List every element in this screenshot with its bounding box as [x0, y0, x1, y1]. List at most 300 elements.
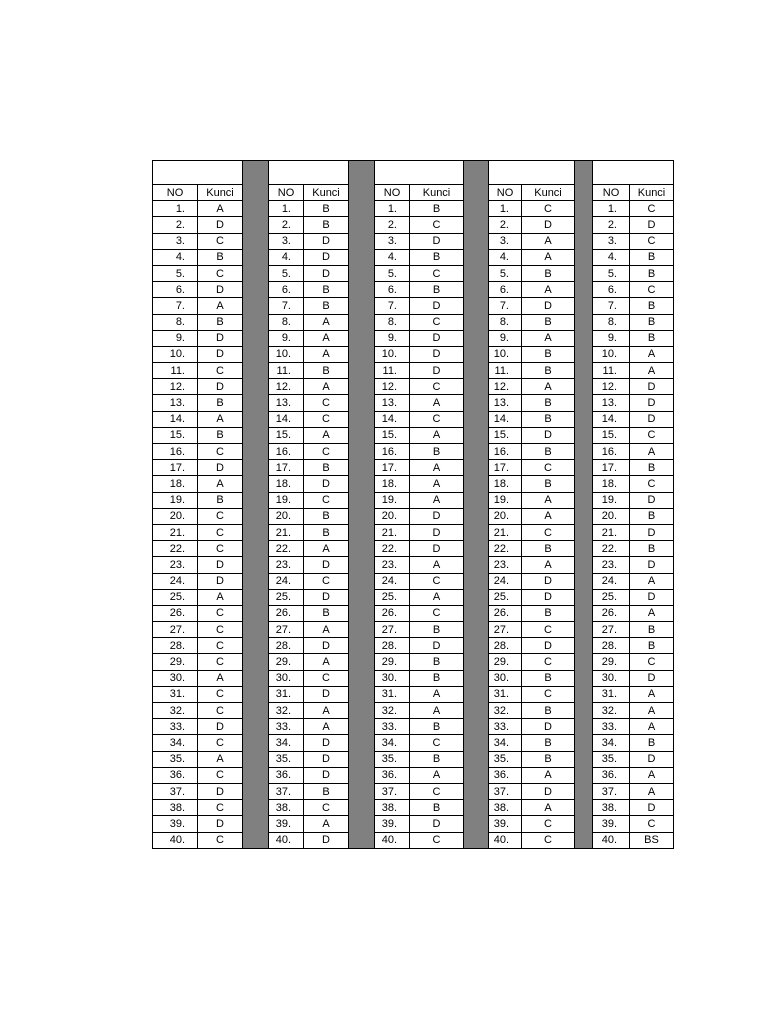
- answer-key: D: [198, 217, 243, 233]
- question-number: 40.: [269, 832, 304, 848]
- question-number: 6.: [593, 282, 630, 298]
- question-number: 23.: [269, 557, 304, 573]
- answer-key: C: [630, 282, 674, 298]
- column-separator: [575, 314, 593, 330]
- answer-key: A: [522, 282, 575, 298]
- answer-key: D: [522, 638, 575, 654]
- question-number: 4.: [593, 249, 630, 265]
- column-separator: [464, 816, 489, 832]
- answer-key: C: [410, 605, 464, 621]
- question-number: 34.: [375, 735, 410, 751]
- question-number: 31.: [153, 686, 198, 702]
- column-separator: [243, 363, 269, 379]
- question-number: 40.: [593, 832, 630, 848]
- question-number: 38.: [375, 800, 410, 816]
- column-separator: [349, 185, 375, 201]
- question-number: 39.: [153, 816, 198, 832]
- answer-key: A: [304, 427, 349, 443]
- question-number: 7.: [593, 298, 630, 314]
- question-number: 31.: [593, 686, 630, 702]
- answer-key: B: [522, 411, 575, 427]
- answer-key: C: [304, 411, 349, 427]
- question-number: 35.: [375, 751, 410, 767]
- answer-key: D: [630, 379, 674, 395]
- column-separator: [349, 735, 375, 751]
- question-number: 1.: [593, 201, 630, 217]
- question-number: 27.: [375, 622, 410, 638]
- table-row: [153, 233, 674, 249]
- answer-key: C: [198, 686, 243, 702]
- answer-key: C: [198, 622, 243, 638]
- column-separator: [575, 444, 593, 460]
- column-separator: [349, 638, 375, 654]
- column-separator: [575, 767, 593, 783]
- column-separator: [349, 719, 375, 735]
- column-separator: [464, 346, 489, 362]
- answer-key: A: [304, 314, 349, 330]
- answer-key: A: [304, 703, 349, 719]
- question-number: 15.: [153, 427, 198, 443]
- answer-key: D: [304, 476, 349, 492]
- table-row: [153, 314, 674, 330]
- question-number: 28.: [153, 638, 198, 654]
- column-separator: [464, 330, 489, 346]
- answer-key: D: [304, 686, 349, 702]
- question-number: 2.: [489, 217, 522, 233]
- question-number: 10.: [269, 346, 304, 362]
- answer-key: B: [522, 735, 575, 751]
- question-number: 17.: [593, 460, 630, 476]
- column-separator: [243, 589, 269, 605]
- question-number: 3.: [153, 233, 198, 249]
- column-separator: [575, 751, 593, 767]
- answer-key: D: [522, 217, 575, 233]
- question-number: 2.: [375, 217, 410, 233]
- answer-key: A: [522, 800, 575, 816]
- question-number: 19.: [375, 492, 410, 508]
- answer-key: B: [630, 460, 674, 476]
- column-separator: [243, 161, 269, 185]
- column-separator: [243, 800, 269, 816]
- column-separator: [464, 217, 489, 233]
- answer-key: C: [522, 654, 575, 670]
- table-row: [153, 524, 674, 540]
- question-number: 9.: [489, 330, 522, 346]
- column-separator: [243, 832, 269, 848]
- answer-key: B: [304, 363, 349, 379]
- table-row: [153, 541, 674, 557]
- question-number: 26.: [153, 605, 198, 621]
- column-separator: [575, 541, 593, 557]
- answer-key: A: [198, 589, 243, 605]
- question-number: 12.: [375, 379, 410, 395]
- answer-key: A: [304, 379, 349, 395]
- question-number: 16.: [153, 444, 198, 460]
- answer-key: A: [410, 686, 464, 702]
- column-separator: [464, 363, 489, 379]
- answer-key: BS: [630, 832, 674, 848]
- column-separator: [575, 832, 593, 848]
- question-number: 37.: [153, 783, 198, 799]
- column-separator: [464, 314, 489, 330]
- answer-key: B: [304, 201, 349, 217]
- question-number: 31.: [375, 686, 410, 702]
- answer-key: D: [304, 557, 349, 573]
- answer-key: B: [410, 719, 464, 735]
- answer-key: D: [410, 638, 464, 654]
- question-number: 34.: [153, 735, 198, 751]
- answer-key: B: [304, 524, 349, 540]
- question-number: 8.: [153, 314, 198, 330]
- column-separator: [349, 816, 375, 832]
- answer-key: B: [198, 427, 243, 443]
- column-separator: [464, 622, 489, 638]
- question-number: 20.: [489, 508, 522, 524]
- question-number: 4.: [375, 249, 410, 265]
- answer-key: A: [304, 719, 349, 735]
- answer-key: B: [522, 541, 575, 557]
- answer-key: A: [198, 751, 243, 767]
- table-row: [153, 638, 674, 654]
- table-row: [153, 265, 674, 281]
- answer-key: D: [304, 751, 349, 767]
- question-number: 27.: [269, 622, 304, 638]
- question-number: 26.: [489, 605, 522, 621]
- column-separator: [349, 363, 375, 379]
- answer-key: B: [304, 508, 349, 524]
- answer-key: D: [522, 783, 575, 799]
- question-number: 28.: [489, 638, 522, 654]
- answer-key: B: [304, 460, 349, 476]
- answer-key: A: [630, 573, 674, 589]
- answer-key: D: [304, 767, 349, 783]
- question-number: 29.: [489, 654, 522, 670]
- header-no: NO: [153, 185, 198, 201]
- column-separator: [575, 185, 593, 201]
- column-separator: [575, 622, 593, 638]
- question-number: 20.: [153, 508, 198, 524]
- answer-key: D: [630, 670, 674, 686]
- answer-key: B: [522, 605, 575, 621]
- question-number: 15.: [375, 427, 410, 443]
- answer-key: B: [304, 282, 349, 298]
- column-separator: [464, 492, 489, 508]
- answer-key: B: [630, 314, 674, 330]
- column-separator: [243, 298, 269, 314]
- column-separator: [464, 703, 489, 719]
- table-row: [153, 395, 674, 411]
- answer-key: C: [522, 524, 575, 540]
- column-separator: [349, 605, 375, 621]
- answer-key: C: [410, 832, 464, 848]
- answer-key: A: [630, 686, 674, 702]
- answer-key: A: [630, 444, 674, 460]
- answer-key: C: [522, 460, 575, 476]
- column-separator: [349, 476, 375, 492]
- answer-key: B: [304, 298, 349, 314]
- answer-key: B: [198, 314, 243, 330]
- question-number: 38.: [489, 800, 522, 816]
- question-number: 30.: [593, 670, 630, 686]
- column-separator: [243, 379, 269, 395]
- column-separator: [349, 249, 375, 265]
- table-row: [153, 460, 674, 476]
- column-separator: [464, 508, 489, 524]
- column-separator: [243, 622, 269, 638]
- question-number: 25.: [593, 589, 630, 605]
- blank-title-row: [153, 161, 674, 185]
- answer-key: B: [522, 670, 575, 686]
- column-separator: [575, 363, 593, 379]
- question-number: 21.: [593, 524, 630, 540]
- answer-key: A: [304, 330, 349, 346]
- column-separator: [349, 751, 375, 767]
- question-number: 14.: [593, 411, 630, 427]
- question-number: 29.: [593, 654, 630, 670]
- column-separator: [243, 703, 269, 719]
- answer-key: A: [410, 589, 464, 605]
- table-row: [153, 719, 674, 735]
- column-separator: [464, 589, 489, 605]
- question-number: 23.: [489, 557, 522, 573]
- question-number: 12.: [593, 379, 630, 395]
- answer-key: C: [304, 573, 349, 589]
- question-number: 10.: [375, 346, 410, 362]
- column-separator: [243, 767, 269, 783]
- answer-key: A: [198, 476, 243, 492]
- question-number: 27.: [489, 622, 522, 638]
- answer-key: A: [410, 557, 464, 573]
- answer-key: C: [630, 427, 674, 443]
- question-number: 27.: [153, 622, 198, 638]
- column-separator: [349, 233, 375, 249]
- answer-key: B: [630, 508, 674, 524]
- question-number: 13.: [375, 395, 410, 411]
- answer-key: C: [198, 832, 243, 848]
- answer-key: C: [630, 233, 674, 249]
- question-number: 40.: [153, 832, 198, 848]
- table-row: [153, 282, 674, 298]
- column-separator: [464, 444, 489, 460]
- table-row: [153, 476, 674, 492]
- column-separator: [349, 767, 375, 783]
- answer-key: D: [410, 330, 464, 346]
- answer-key: A: [304, 654, 349, 670]
- question-number: 14.: [489, 411, 522, 427]
- question-number: 26.: [593, 605, 630, 621]
- answer-key: B: [410, 654, 464, 670]
- column-separator: [243, 605, 269, 621]
- column-separator: [575, 379, 593, 395]
- answer-key: A: [198, 670, 243, 686]
- answer-key: C: [522, 686, 575, 702]
- answer-key: B: [630, 735, 674, 751]
- column-separator: [464, 638, 489, 654]
- column-separator: [243, 638, 269, 654]
- column-separator: [349, 492, 375, 508]
- question-number: 14.: [153, 411, 198, 427]
- question-number: 11.: [489, 363, 522, 379]
- answer-key: C: [410, 735, 464, 751]
- column-separator: [243, 265, 269, 281]
- question-number: 1.: [153, 201, 198, 217]
- column-separator: [349, 444, 375, 460]
- question-number: 18.: [375, 476, 410, 492]
- answer-key: C: [630, 476, 674, 492]
- column-separator: [575, 638, 593, 654]
- header-kunci: Kunci: [198, 185, 243, 201]
- answer-key: B: [630, 541, 674, 557]
- question-number: 37.: [375, 783, 410, 799]
- answer-key: C: [304, 670, 349, 686]
- column-separator: [349, 298, 375, 314]
- answer-key: A: [410, 395, 464, 411]
- question-number: 33.: [375, 719, 410, 735]
- column-separator: [464, 654, 489, 670]
- question-number: 39.: [269, 816, 304, 832]
- question-number: 21.: [489, 524, 522, 540]
- answer-key: A: [304, 541, 349, 557]
- table-row: [153, 201, 674, 217]
- question-number: 39.: [593, 816, 630, 832]
- column-separator: [464, 832, 489, 848]
- column-separator: [349, 379, 375, 395]
- question-number: 35.: [593, 751, 630, 767]
- column-separator: [575, 719, 593, 735]
- answer-key: C: [198, 767, 243, 783]
- column-separator: [349, 654, 375, 670]
- column-separator: [575, 735, 593, 751]
- answer-key: D: [522, 298, 575, 314]
- column-separator: [243, 411, 269, 427]
- answer-key: C: [198, 524, 243, 540]
- column-separator: [349, 201, 375, 217]
- answer-key: D: [198, 816, 243, 832]
- column-separator: [464, 751, 489, 767]
- question-number: 2.: [593, 217, 630, 233]
- table-row: [153, 800, 674, 816]
- answer-key: D: [630, 217, 674, 233]
- column-separator: [464, 524, 489, 540]
- answer-key: D: [630, 751, 674, 767]
- question-number: 34.: [269, 735, 304, 751]
- answer-key: B: [410, 249, 464, 265]
- question-number: 36.: [153, 767, 198, 783]
- column-separator: [349, 589, 375, 605]
- header-kunci: Kunci: [410, 185, 464, 201]
- answer-key: A: [410, 427, 464, 443]
- question-number: 9.: [593, 330, 630, 346]
- column-separator: [349, 670, 375, 686]
- question-number: 37.: [489, 783, 522, 799]
- column-separator: [243, 346, 269, 362]
- answer-key: A: [630, 703, 674, 719]
- answer-key: A: [522, 233, 575, 249]
- answer-key: D: [304, 249, 349, 265]
- column-separator: [575, 460, 593, 476]
- column-separator: [349, 557, 375, 573]
- question-number: 26.: [269, 605, 304, 621]
- table-row: [153, 735, 674, 751]
- answer-key: D: [198, 330, 243, 346]
- question-number: 40.: [375, 832, 410, 848]
- question-number: 16.: [489, 444, 522, 460]
- question-number: 6.: [153, 282, 198, 298]
- question-number: 3.: [269, 233, 304, 249]
- answer-key: A: [630, 767, 674, 783]
- column-separator: [575, 346, 593, 362]
- question-number: 12.: [269, 379, 304, 395]
- answer-key: C: [198, 654, 243, 670]
- column-separator: [349, 411, 375, 427]
- column-separator: [575, 670, 593, 686]
- answer-key: B: [410, 670, 464, 686]
- question-number: 34.: [593, 735, 630, 751]
- answer-key: C: [198, 735, 243, 751]
- column-separator: [575, 573, 593, 589]
- column-separator: [349, 686, 375, 702]
- column-separator: [464, 460, 489, 476]
- answer-key: C: [410, 783, 464, 799]
- answer-key: B: [410, 201, 464, 217]
- answer-key: A: [304, 816, 349, 832]
- answer-key: C: [198, 638, 243, 654]
- column-separator: [243, 524, 269, 540]
- column-separator: [243, 330, 269, 346]
- question-number: 30.: [269, 670, 304, 686]
- answer-key: B: [410, 444, 464, 460]
- question-number: 16.: [593, 444, 630, 460]
- question-number: 8.: [593, 314, 630, 330]
- answer-key: C: [522, 816, 575, 832]
- table-row: [153, 605, 674, 621]
- header-kunci: Kunci: [304, 185, 349, 201]
- table-row: [153, 589, 674, 605]
- question-number: 40.: [489, 832, 522, 848]
- question-number: 2.: [153, 217, 198, 233]
- header-no: NO: [489, 185, 522, 201]
- column-separator: [243, 460, 269, 476]
- answer-key: B: [630, 298, 674, 314]
- table-row: [153, 363, 674, 379]
- answer-key: B: [410, 800, 464, 816]
- column-separator: [575, 395, 593, 411]
- column-separator: [243, 654, 269, 670]
- header-no: NO: [269, 185, 304, 201]
- column-separator: [575, 161, 593, 185]
- column-separator: [464, 573, 489, 589]
- question-number: 35.: [153, 751, 198, 767]
- question-number: 13.: [153, 395, 198, 411]
- question-number: 32.: [153, 703, 198, 719]
- blank-title-cell: [489, 161, 575, 185]
- question-number: 3.: [489, 233, 522, 249]
- answer-key: B: [522, 703, 575, 719]
- question-number: 8.: [269, 314, 304, 330]
- table-row: [153, 427, 674, 443]
- answer-key: B: [522, 314, 575, 330]
- answer-key: B: [410, 751, 464, 767]
- question-number: 15.: [269, 427, 304, 443]
- answer-key: C: [410, 265, 464, 281]
- column-separator: [464, 411, 489, 427]
- question-number: 28.: [375, 638, 410, 654]
- column-separator: [243, 783, 269, 799]
- question-number: 4.: [153, 249, 198, 265]
- column-separator: [464, 557, 489, 573]
- answer-key: A: [630, 346, 674, 362]
- question-number: 11.: [153, 363, 198, 379]
